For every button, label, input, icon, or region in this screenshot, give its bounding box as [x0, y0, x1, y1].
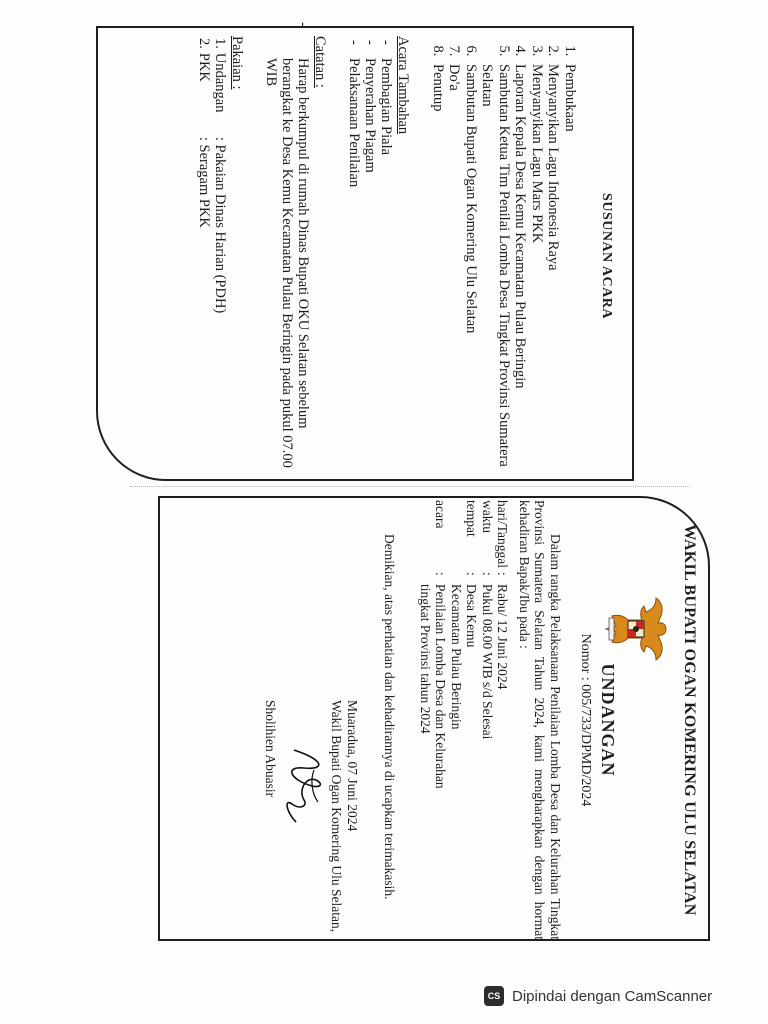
agenda-item: 3. Menyanyikan Lagu Mars PKK: [529, 60, 546, 476]
camscanner-label: Dipindai dengan CamScanner: [512, 987, 713, 1005]
notes-list: [264, 36, 312, 476]
agenda-item: 7. Do'a: [446, 60, 463, 476]
signatory-name: Sholihien Abuasir: [263, 700, 278, 798]
agenda-item: 1. Pembukaan: [562, 60, 579, 476]
detail-separator: :: [480, 572, 495, 576]
place-date: Muaradua, 07 Juni 2024: [345, 700, 360, 832]
agenda-card: [96, 26, 634, 481]
detail-label: tempat: [464, 500, 480, 537]
attire-number: 2.: [196, 38, 213, 49]
invitation-title: UNDANGAN: [598, 663, 618, 777]
attire-who: Undangan: [212, 52, 229, 113]
attire-who: PKK: [196, 52, 213, 82]
detail-value: Pukul 08.00 WIB s/d Selesai: [480, 584, 495, 740]
signature-block: [262, 700, 360, 940]
detail-separator: :: [495, 572, 511, 576]
detail-value: Desa Kemu Kecamatan Pulau Beringin: [449, 584, 480, 730]
detail-separator: :: [464, 572, 480, 576]
agenda-item: 4. Laporan Kepala Desa Kemu Kecamatan Pulau Beringin: [512, 60, 529, 476]
detail-label: hari/Tanggal: [495, 500, 511, 569]
attire-title: Pakaian :: [229, 36, 246, 90]
detail-label: waktu: [480, 500, 495, 533]
invitation-header: WAKIL BUPATI OGAN KOMERING ULU SELATAN: [681, 524, 698, 916]
camscanner-icon: CS: [484, 986, 504, 1006]
detail-row: [495, 500, 511, 789]
detail-separator: :: [433, 572, 449, 576]
attire-table: [197, 38, 229, 317]
detail-row: [480, 500, 496, 789]
additional-agenda-item: - Pembagian Piala: [379, 40, 395, 476]
invitation-number: Nomor : 005/733/DPMD/2024: [578, 633, 593, 807]
detail-row: [449, 500, 480, 789]
detail-value: Rabu/ 12 Juni 2024: [495, 584, 511, 690]
additional-agenda-item: - Pelaksanaan Penilaian: [347, 40, 363, 476]
agenda-title: SUSUNAN ACARA: [599, 193, 614, 319]
closing-text: Demikian, atas perhatian dan kehadirannya di ucapkan terimakasih.: [382, 534, 398, 900]
garuda-emblem-icon: [602, 596, 672, 662]
signatory-title: Wakil Bupati Ogan Komering Ulu Selatan,: [329, 700, 344, 933]
signature-icon: [278, 740, 328, 810]
detail-value: Penilaian Lomba Desa dan Kelurahan tingkat Provinsi tahun 2024: [418, 584, 449, 789]
invitation-body: Dalam rangka Pelaksanaan Penilaian Lomba Desa dan Kelurahan Tingkat Provinsi Sumatera Selatan Tahun 2024, kami mengharapkan dengan hormat kehadiran Bapak/Ibu pada :: [517, 500, 563, 940]
agenda-item: 5. Sambutan Ketua Tim Penilai Lomba Desa Tingkat Provinsi Sumatera Selatan: [479, 60, 512, 476]
additional-agenda-item: - Penyerahan Piagam: [363, 40, 379, 476]
attire-row: [197, 38, 213, 317]
invitation-card: [158, 496, 710, 941]
event-details: [418, 500, 511, 789]
note-item: - Harap berkumpul di rumah Dinas Bupati OKU Selatan sebelum berangkat ke Desa Kemu Kecamatan Pulau Beringin pada pukul 07.00 WIB: [264, 40, 312, 476]
additional-agenda-list: [347, 36, 395, 476]
detail-label: acara: [433, 500, 449, 529]
attire-number: 1.: [212, 38, 229, 49]
attire-what: : Seragam PKK: [196, 136, 213, 228]
notes-title: Catatan :: [312, 36, 329, 88]
fold-line: [130, 486, 690, 487]
attire-row: [213, 38, 229, 317]
camscanner-watermark: [484, 986, 712, 1006]
agenda-item: 6. Sambutan Bupati Ogan Komering Ulu Selatan: [463, 60, 480, 476]
agenda-content: [104, 36, 624, 476]
agenda-item: 8. Penutup: [430, 60, 447, 476]
agenda-item: 2. Menyanyikan Lagu Indonesia Raya: [545, 60, 562, 476]
invitation-content: [168, 500, 708, 940]
attire-what: : Pakaian Dinas Harian (PDH): [212, 136, 229, 314]
detail-row: [418, 500, 449, 789]
additional-agenda-title: Acara Tambahan: [395, 36, 412, 135]
agenda-list: [430, 36, 579, 476]
